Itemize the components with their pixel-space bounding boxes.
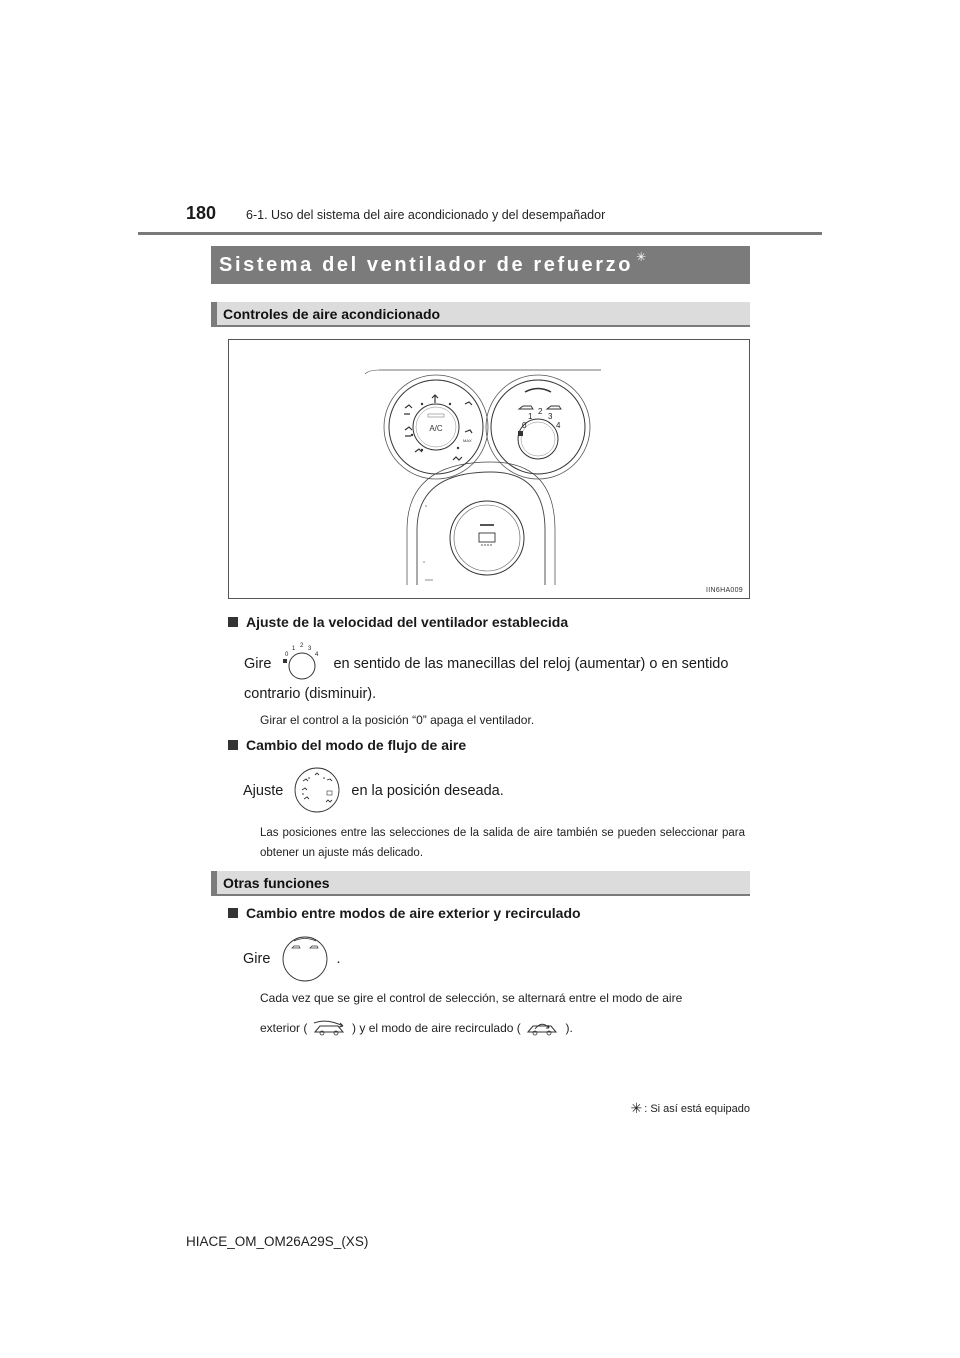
bullet-square-icon [228, 740, 238, 750]
figure-code: IIN6HA009 [706, 587, 743, 594]
recirc-note-recirculado: ) y el modo de aire recirculado ( [352, 1021, 521, 1035]
recirc-note-1: Cada vez que se gire el control de selección, se alternará entre el modo de aire [260, 991, 683, 1005]
recirc-line [243, 950, 341, 968]
outside-air-icon [311, 1017, 349, 1039]
control-panel-figure [228, 339, 750, 599]
recirc-note-exterior: exterior ( [260, 1021, 308, 1035]
chapter-title: 6-1. Uso del sistema del aire acondicionado y del desempañador [246, 208, 606, 222]
section-header-other [211, 871, 750, 896]
document-code: HIACE_OM_OM26A29S_(XS) [186, 1234, 369, 1249]
fan-speed-rest: en sentido de las manecillas del reloj (aumentar) o en sentido [333, 656, 729, 672]
airflow-ajuste: Ajuste [243, 782, 284, 799]
recirculated-air-icon [524, 1017, 562, 1039]
control-panel-illustration [229, 340, 750, 599]
fan-pos-1: 1 [528, 412, 533, 421]
recirc-gire: Gire [243, 950, 271, 967]
rear-defogger-unit [407, 462, 555, 585]
airflow-rest: en la posición deseada. [351, 782, 504, 799]
fan-speed-knob [486, 375, 590, 479]
airflow-line [243, 782, 504, 800]
recirc-period: . [336, 950, 341, 967]
recirc-note-2 [260, 1018, 573, 1038]
equipped-mark: ✳ [636, 250, 647, 264]
svg-text:MAX: MAX [463, 438, 472, 443]
fan-speed-heading [228, 614, 568, 630]
svg-text:1: 1 [292, 646, 296, 653]
recirc-note-end: ). [565, 1021, 573, 1035]
bullet-square-icon [228, 908, 238, 918]
fan-speed-heading-text: Ajuste de la velocidad del ventilador establecida [246, 614, 569, 630]
airflow-note: Las posiciones entre las selecciones de la salida de aire también se pueden seleccionar para obtener un ajuste más delicado. [260, 827, 745, 859]
recirc-heading-text: Cambio entre modos de aire exterior y recirculado [246, 905, 581, 921]
fan-pos-2: 2 [538, 407, 543, 416]
airflow-knob-icon [293, 766, 341, 814]
section-header-controls [211, 302, 750, 327]
footnote-text: : Si así está equipado [644, 1102, 750, 1115]
svg-text:4: 4 [315, 652, 319, 659]
main-title: Sistema del ventilador de refuerzo [219, 253, 634, 276]
svg-text:2: 2 [300, 643, 304, 650]
main-title-banner [211, 246, 750, 284]
ac-label: A/C [429, 424, 443, 433]
airflow-heading [228, 737, 466, 753]
fan-pos-0: 0 [522, 421, 527, 430]
airflow-heading-text: Cambio del modo de flujo de aire [246, 737, 467, 753]
footnote-mark: ✳ [630, 1100, 643, 1116]
fan-speed-knob-icon [279, 642, 325, 680]
header-rule [138, 232, 822, 235]
recirc-knob-icon [280, 934, 330, 982]
section-heading: Controles de aire acondicionado [223, 305, 441, 322]
fan-speed-gire: Gire [244, 656, 272, 672]
svg-text:3: 3 [308, 646, 312, 653]
footnote [630, 1100, 750, 1117]
fan-speed-line-2: contrario (disminuir). [244, 686, 377, 702]
fan-speed-note: Girar el control a la posición “0” apaga el ventilador. [260, 713, 535, 727]
fan-speed-line-1 [244, 643, 729, 672]
section-heading: Otras funciones [223, 874, 330, 891]
svg-text:0: 0 [285, 652, 289, 659]
fan-pos-3: 3 [548, 412, 553, 421]
bullet-square-icon [228, 617, 238, 627]
airflow-mode-knob [384, 375, 488, 479]
page-number: 180 [186, 203, 217, 223]
recirc-heading [228, 905, 581, 921]
fan-pos-4: 4 [556, 421, 561, 430]
